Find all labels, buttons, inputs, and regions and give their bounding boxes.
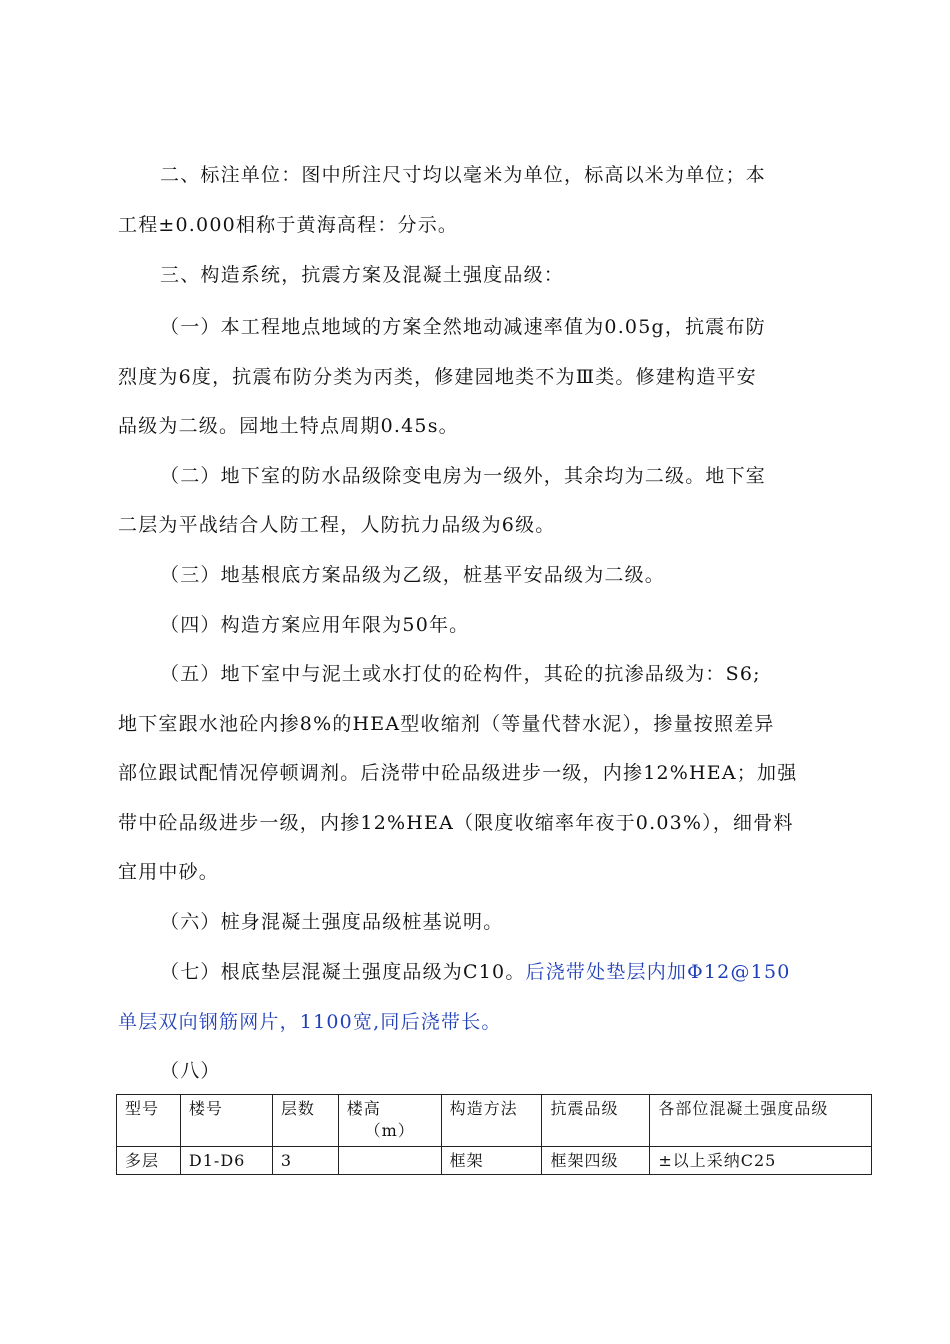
- cell-seismic: 框架四级: [542, 1147, 650, 1175]
- header-method: 构造方法: [441, 1095, 542, 1147]
- section3-heading: 三、构造系统，抗震方案及混凝土强度品级：: [160, 264, 565, 286]
- header-seismic: 抗震品级: [542, 1095, 650, 1147]
- item3-line: （三）地基根底方案品级为乙级，桩基平安品级为二级。: [160, 564, 666, 586]
- item1-line3: 品级为二级。园地土特点周期0.45s。: [118, 415, 459, 437]
- cell-method: 框架: [441, 1147, 542, 1175]
- item7-line2: 单层双向钢筋网片，1100宽,同后浇带长。: [118, 1011, 502, 1033]
- header-floors: 层数: [272, 1095, 338, 1147]
- section2-line1: 二、标注单位：图中所注尺寸均以毫米为单位，标高以米为单位；本: [160, 164, 767, 186]
- cell-height: [338, 1147, 441, 1175]
- cell-type: 多层: [117, 1147, 181, 1175]
- item5-line3: 部位跟试配情况停顿调剂。后浇带中砼品级进步一级，内掺12%HEA；加强: [118, 762, 798, 784]
- header-concrete: 各部位混凝土强度品级: [650, 1095, 872, 1147]
- item2-line1: （二）地下室的防水品级除变电房为一级外，其余均为二级。地下室: [160, 465, 767, 487]
- item2-line2: 二层为平战结合人防工程，人防抗力品级为6级。: [118, 514, 556, 536]
- item1-line1: （一）本工程地点地域的方案全然地动减速率值为0.05g，抗震布防: [160, 316, 766, 338]
- cell-floors: 3: [272, 1147, 338, 1175]
- cell-building: D1-D6: [180, 1147, 272, 1175]
- header-height-unit: （m）: [364, 1121, 415, 1140]
- cell-concrete: ±以上采纳C25: [650, 1147, 872, 1175]
- item8-label: （八）: [160, 1060, 221, 1082]
- section2-line2: 工程±0.000相称于黄海高程：分示。: [118, 214, 459, 236]
- header-building: 楼号: [180, 1095, 272, 1147]
- item7-line1: [160, 957, 876, 987]
- building-spec-table: [116, 1094, 872, 1175]
- header-type: 型号: [117, 1095, 181, 1147]
- header-height: [338, 1095, 441, 1147]
- item7-black-text: （七）根底垫层混凝土强度品级为C10。: [160, 961, 526, 983]
- item5-line4: 带中砼品级进步一级，内掺12%HEA（限度收缩率年夜于0.03%），细骨料: [118, 812, 794, 834]
- item5-line5: 宜用中砂。: [118, 861, 220, 883]
- item6-line: （六）桩身混凝土强度品级桩基说明。: [160, 911, 504, 933]
- item5-line1: （五）地下室中与泥土或水打仗的砼构件，其砼的抗渗品级为：S6;: [160, 663, 761, 685]
- item7-blue-text: 后浇带处垫层内加Φ12@150: [525, 961, 791, 983]
- header-height-label: 楼高: [346, 1099, 381, 1118]
- table-header-row: [117, 1095, 872, 1147]
- item4-line: （四）构造方案应用年限为50年。: [160, 614, 470, 636]
- table-row: [117, 1147, 872, 1175]
- item5-line2: 地下室跟水池砼内掺8%的HEA型收缩剂（等量代替水泥），掺量按照差异: [118, 713, 775, 735]
- item1-line2: 烈度为6度，抗震布防分类为丙类，修建园地类不为Ⅲ类。修建构造平安: [118, 366, 757, 388]
